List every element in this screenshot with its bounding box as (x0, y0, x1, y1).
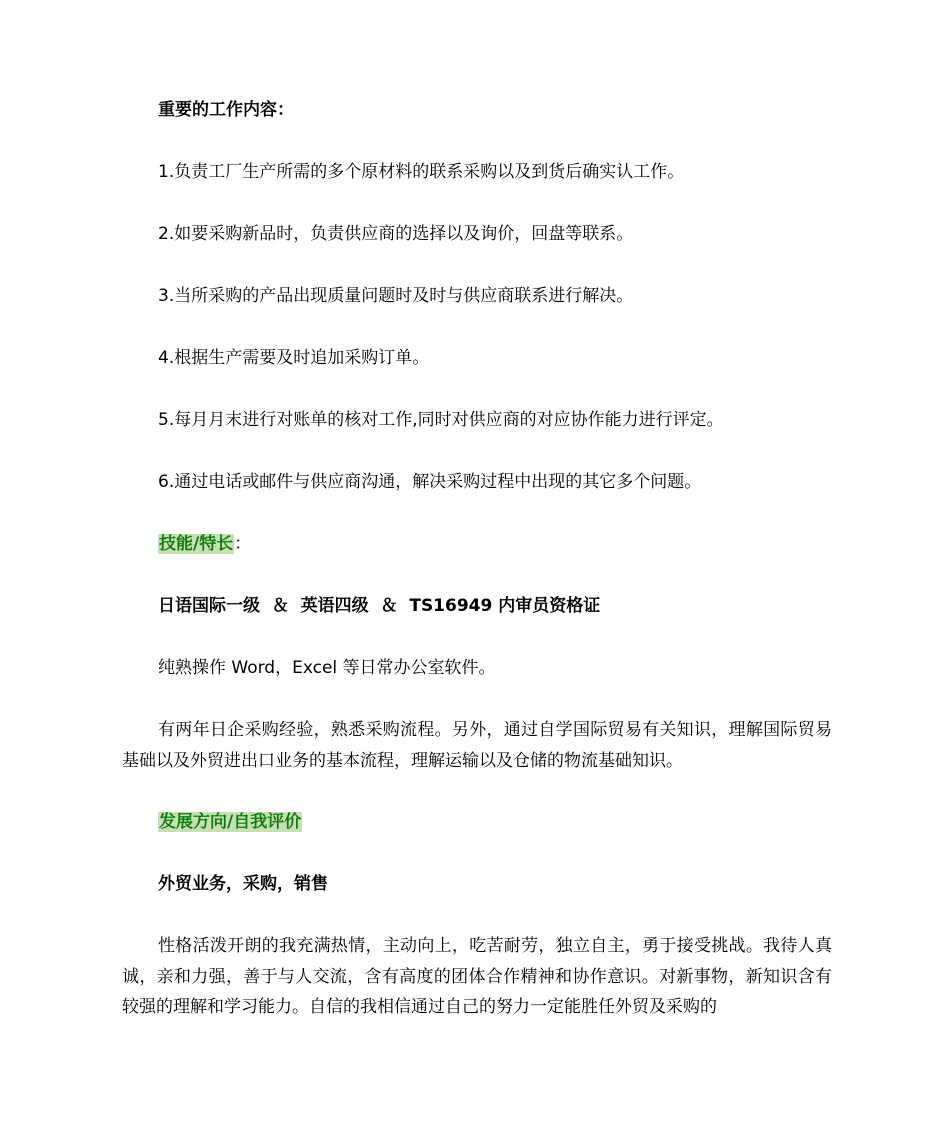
work-item-2: 2.如要采购新品时，负责供应商的选择以及询价，回盘等联系。 (158, 224, 634, 244)
work-item-6: 6.通过电话或邮件与供应商沟通，解决采购过程中出现的其它多个问题。 (158, 472, 702, 492)
work-item-3: 3.当所采购的产品出现质量问题时及时与供应商联系进行解决。 (158, 286, 634, 306)
skills-heading-colon: ： (234, 534, 252, 554)
career-direction: 外贸业务，采购，销售 (158, 874, 328, 894)
self-evaluation-paragraph: 性格活泼开朗的我充满热情，主动向上，吃苦耐劳，独立自主，勇于接受挑战。我待人真诚，亲和力强，善于与人交流，含有高度的团体合作精神和协作意识。对新事物，新知识含有较强的理解和学习能力。自信的我相信通过自己的努力一定能胜任外贸及采购的 (122, 936, 832, 1017)
work-item-5: 5.每月月末进行对账单的核对工作,同时对供应商的对应协作能力进行评定。 (158, 410, 724, 430)
skills-heading-line (158, 533, 251, 555)
office-skill: 纯熟操作 Word，Excel 等日常办公室软件。 (158, 658, 496, 678)
work-content-heading: 重要的工作内容： (158, 100, 294, 120)
direction-heading-line (158, 811, 302, 833)
experience-paragraph: 有两年日企采购经验，熟悉采购流程。另外，通过自学国际贸易有关知识，理解国际贸易基础以及外贸进出口业务的基本流程，理解运输以及仓储的物流基础知识。 (122, 720, 832, 771)
certifications: 日语国际一级 ＆ 英语四级 ＆ TS16949 内审员资格证 (158, 596, 601, 616)
work-item-1: 1.负责工厂生产所需的多个原材料的联系采购以及到货后确实认工作。 (158, 162, 685, 182)
work-item-4: 4.根据生产需要及时追加采购订单。 (158, 348, 430, 368)
direction-heading: 发展方向/自我评价 (159, 812, 302, 832)
skills-heading: 技能/特长 (159, 534, 234, 554)
